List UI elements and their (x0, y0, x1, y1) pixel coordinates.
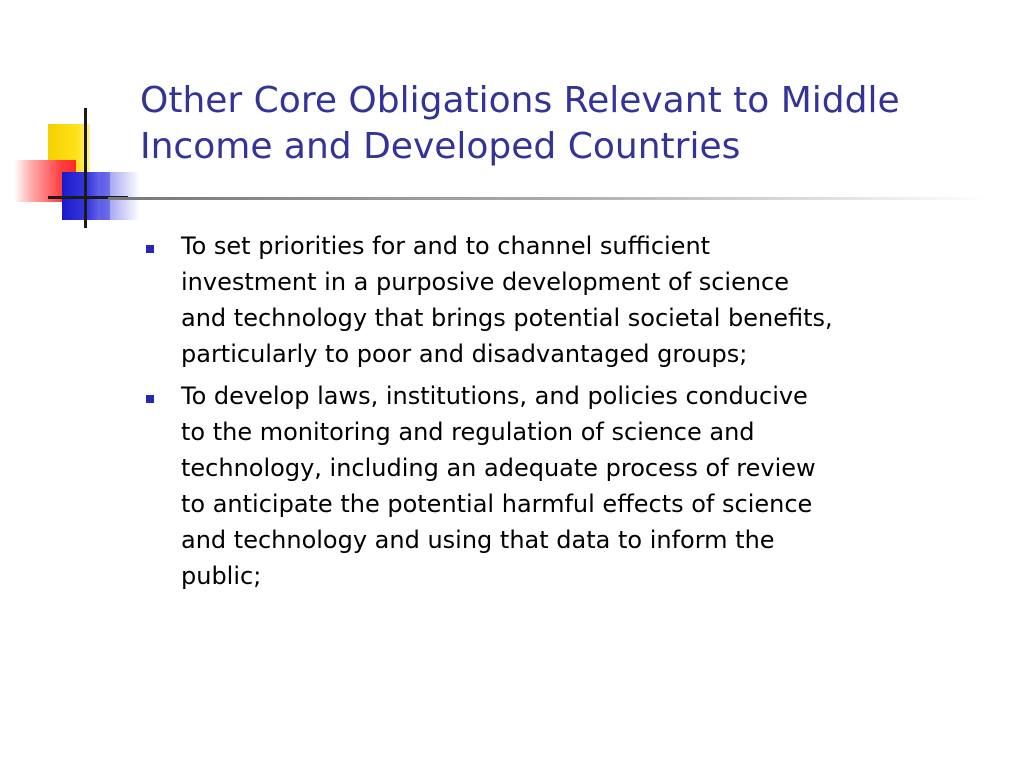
bullet-item (144, 378, 1004, 594)
bullet-text-line: To set priorities for and to channel sufficient (181, 232, 711, 260)
slide-title (140, 78, 1000, 170)
bullet-text-line: to the monitoring and regulation of science and (181, 418, 755, 446)
bullet-text-line: public; (181, 562, 262, 590)
square-bullet-icon (146, 245, 154, 253)
bullet-text-line: to anticipate the potential harmful effects of science (181, 490, 813, 518)
bullet-text-line: and technology that brings potential societal benefits, (181, 304, 833, 332)
slide-title-line: Other Core Obligations Relevant to Middle (140, 80, 900, 121)
square-bullet-icon (146, 395, 154, 403)
color-squares-logo-icon (0, 100, 150, 230)
bullet-item (144, 228, 1004, 372)
bullet-text-line: particularly to poor and disadvantaged groups; (181, 340, 748, 368)
title-divider (108, 197, 988, 200)
slide-title-line: Income and Developed Countries (140, 126, 741, 167)
bullet-text-line: technology, including an adequate process of review (181, 454, 816, 482)
bullet-text-line: and technology and using that data to inform the (181, 526, 775, 554)
bullet-text-line: To develop laws, institutions, and policies conducive (181, 382, 808, 410)
bullet-text-line: investment in a purposive development of science (181, 268, 790, 296)
bullet-list (144, 228, 1004, 600)
logo-vertical-line (84, 108, 87, 228)
